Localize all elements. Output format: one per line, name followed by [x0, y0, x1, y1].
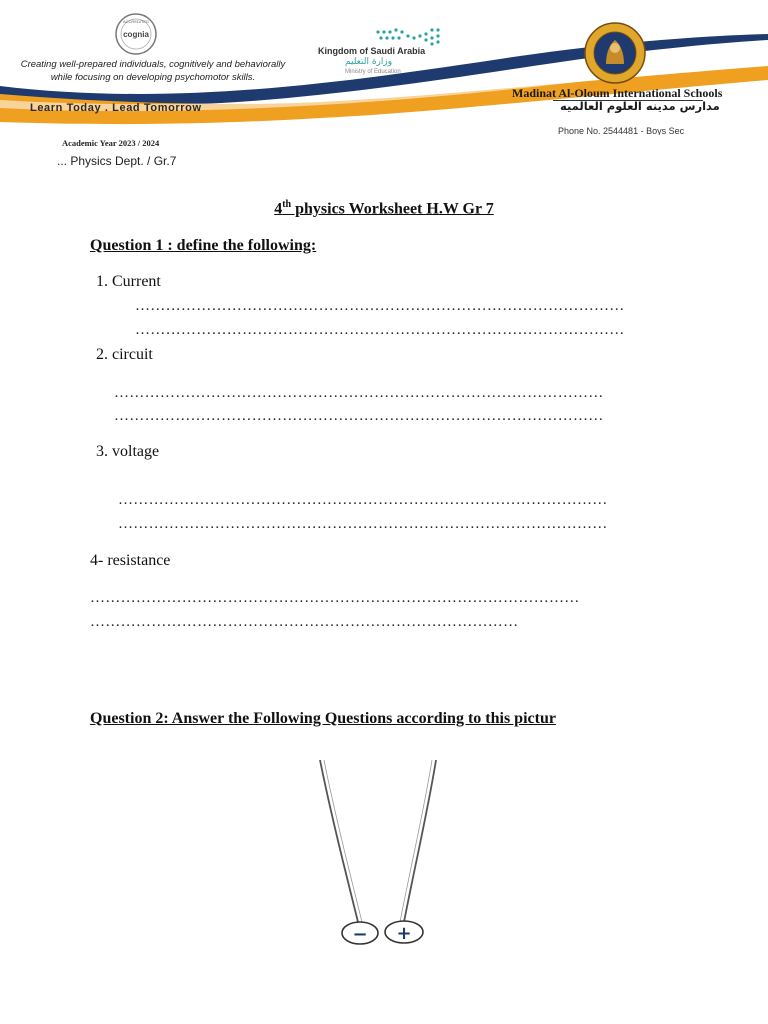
positive-terminal-icon [385, 921, 423, 944]
answer-line[interactable]: …………………………………………………………………………………… [135, 298, 625, 314]
negative-terminal-symbol: − [352, 924, 368, 945]
ministry-arabic-label: وزارة التعليم [345, 57, 393, 67]
title-number: 4 [274, 200, 283, 218]
answer-line[interactable]: …………………………………………………………………………………… [118, 492, 608, 508]
school-phone: Phone No. 2544481 - Boys Sec [558, 126, 685, 135]
title-text: physics Worksheet H.W Gr 7 [291, 200, 494, 218]
ministry-logo-icon [374, 26, 444, 48]
worksheet-title [0, 199, 768, 218]
positive-terminal-symbol: + [396, 923, 412, 944]
item-current-label: 1. Current [96, 273, 161, 290]
answer-line[interactable]: …………………………………………………………………………………… [114, 408, 604, 424]
school-name-arabic: مدارس مدينه العلوم العالميه [560, 99, 720, 113]
cognia-logo-text: cognia [123, 30, 149, 39]
battery-leads-figure [300, 750, 460, 960]
school-name-english: Madinat Al-Oloum International Schools [512, 86, 723, 100]
tagline-line-1: Creating well-prepared individuals, cognitively and behaviorally [20, 59, 286, 70]
cognia-ring-text: ACCREDITED [122, 19, 150, 24]
title-superscript: th [282, 199, 292, 210]
negative-terminal-icon [342, 922, 378, 945]
school-tagline [8, 58, 298, 84]
answer-line[interactable]: …………………………………………………………………………………… [114, 385, 604, 401]
school-slogan: Learn Today . Lead Tomorrow [30, 102, 202, 114]
academic-year: Academic Year 2023 / 2024 [62, 138, 160, 148]
tagline-line-2: while focusing on developing psychomotor skills. [50, 72, 256, 83]
answer-line[interactable]: …………………………………………………………………………………… [135, 322, 625, 338]
question-2-heading: Question 2: Answer the Following Questions according to this pictur [90, 710, 556, 727]
ministry-english-label: Ministry of Education [345, 69, 401, 75]
answer-line[interactable]: …………………………………………………………………………………… [90, 590, 580, 606]
item-circuit-label: 2. circuit [96, 346, 153, 363]
item-voltage-label: 3. voltage [96, 443, 160, 460]
answer-line[interactable]: ………………………………………………………………………… [90, 614, 519, 630]
question-1-heading: Question 1 : define the following: [90, 237, 317, 254]
school-crest-logo [584, 22, 646, 84]
item-resistance-label: 4- resistance [90, 552, 171, 569]
cognia-logo [114, 12, 158, 56]
department-label: ... Physics Dept. / Gr.7 [57, 154, 177, 168]
ksa-label: Kingdom of Saudi Arabia [318, 46, 426, 56]
answer-line[interactable]: …………………………………………………………………………………… [118, 516, 608, 532]
